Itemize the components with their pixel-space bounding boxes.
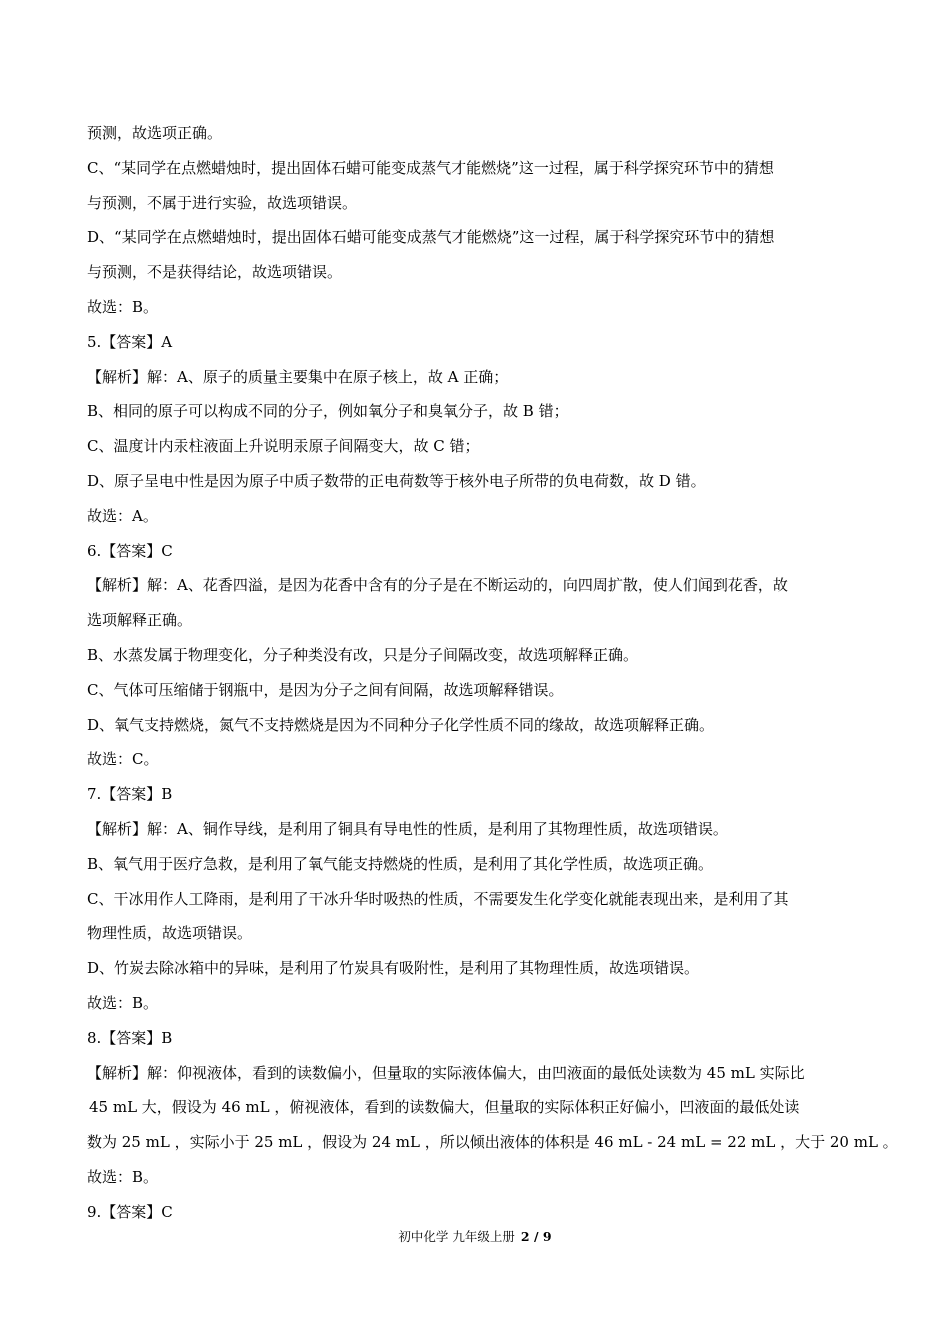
text-line: 故选：C。 bbox=[87, 750, 159, 769]
text-line: 数为 25 mL ，实际小于 25 mL ，假设为 24 mL ，所以倾出液体的体积是 46 mL - 24 mL = 22 mL ，大于 20 mL 。 bbox=[87, 1133, 898, 1152]
text-line: 预测，故选项正确。 bbox=[87, 124, 223, 142]
text-line: 【解析】解：A、花香四溢，是因为花香中含有的分子是在不断运动的，向四周扩散，使人们闻到花香，故 bbox=[87, 576, 788, 595]
text-line: C、温度计内汞柱液面上升说明汞原子间隔变大，故 C 错； bbox=[87, 437, 480, 456]
text-line: 5.【答案】A bbox=[87, 332, 173, 351]
text-line: 9.【答案】C bbox=[87, 1202, 173, 1221]
text-line: B、水蒸发属于物理变化，分子种类没有改，只是分子间隔改变，故选项解释正确。 bbox=[87, 645, 639, 664]
text-line: B、氧气用于医疗急救，是利用了氧气能支持燃烧的性质，是利用了其化学性质，故选项正确。 bbox=[87, 854, 714, 873]
footer-title: 初中化学 九年级上册 bbox=[398, 1229, 515, 1244]
text-line: 45 mL 大，假设为 46 mL ，俯视液体，看到的读数偏大，但量取的实际体积正好偏小，凹液面的最低处读 bbox=[89, 1098, 800, 1117]
text-line: 【解析】解：A、原子的质量主要集中在原子核上，故 A 正确； bbox=[87, 367, 509, 386]
text-line: D、竹炭去除冰箱中的异味，是利用了竹炭具有吸附性，是利用了其物理性质，故选项错误。 bbox=[87, 959, 700, 978]
text-line: D、“某同学在点燃蜡烛时，提出固体石蜡可能变成蒸气才能燃烧”这一过程，属于科学探究环节中的猜想 bbox=[87, 228, 775, 247]
text-line: 故选：A。 bbox=[87, 506, 158, 525]
text-line: 选项解释正确。 bbox=[87, 611, 193, 630]
text-line: 物理性质，故选项错误。 bbox=[87, 924, 253, 943]
text-line: 6.【答案】C bbox=[87, 541, 173, 560]
text-line: C、气体可压缩储于钢瓶中，是因为分子之间有间隔，故选项解释错误。 bbox=[87, 680, 564, 699]
text-line: D、原子呈电中性是因为原子中质子数带的正电荷数等于核外电子所带的负电荷数，故 D 错。 bbox=[87, 471, 706, 490]
text-line: 故选：B。 bbox=[87, 297, 159, 316]
text-line: 8.【答案】B bbox=[87, 1028, 173, 1047]
text-line: C、干冰用作人工降雨，是利用了干冰升华时吸热的性质，不需要发生化学变化就能表现出来，是利用了其 bbox=[87, 889, 789, 908]
text-line: 故选：B。 bbox=[87, 1167, 159, 1186]
document-body bbox=[87, 116, 898, 1230]
text-line: 【解析】解：仰视液体，看到的读数偏小，但量取的实际液体偏大，由凹液面的最低处读数为 45 mL 实际比 bbox=[87, 1063, 805, 1082]
text-line: D、氧气支持燃烧，氮气不支持燃烧是因为不同种分子化学性质不同的缘故，故选项解释正确。 bbox=[87, 715, 715, 734]
text-line: B、相同的原子可以构成不同的分子，例如氧分子和臭氧分子，故 B 错； bbox=[87, 402, 569, 421]
text-line: 故选：B。 bbox=[87, 993, 159, 1012]
text-line: C、“某同学在点燃蜡烛时，提出固体石蜡可能变成蒸气才能燃烧”这一过程，属于科学探究环节中的猜想 bbox=[87, 158, 774, 177]
text-line: 【解析】解：A、铜作导线，是利用了铜具有导电性的性质，是利用了其物理性质，故选项错误。 bbox=[87, 819, 728, 838]
text-line: 与预测，不是获得结论，故选项错误。 bbox=[87, 263, 343, 282]
text-line: 7.【答案】B bbox=[87, 785, 173, 804]
text-line: 与预测，不属于进行实验，故选项错误。 bbox=[87, 193, 358, 212]
page-number: 2 / 9 bbox=[520, 1229, 552, 1244]
page-footer bbox=[0, 1228, 950, 1246]
